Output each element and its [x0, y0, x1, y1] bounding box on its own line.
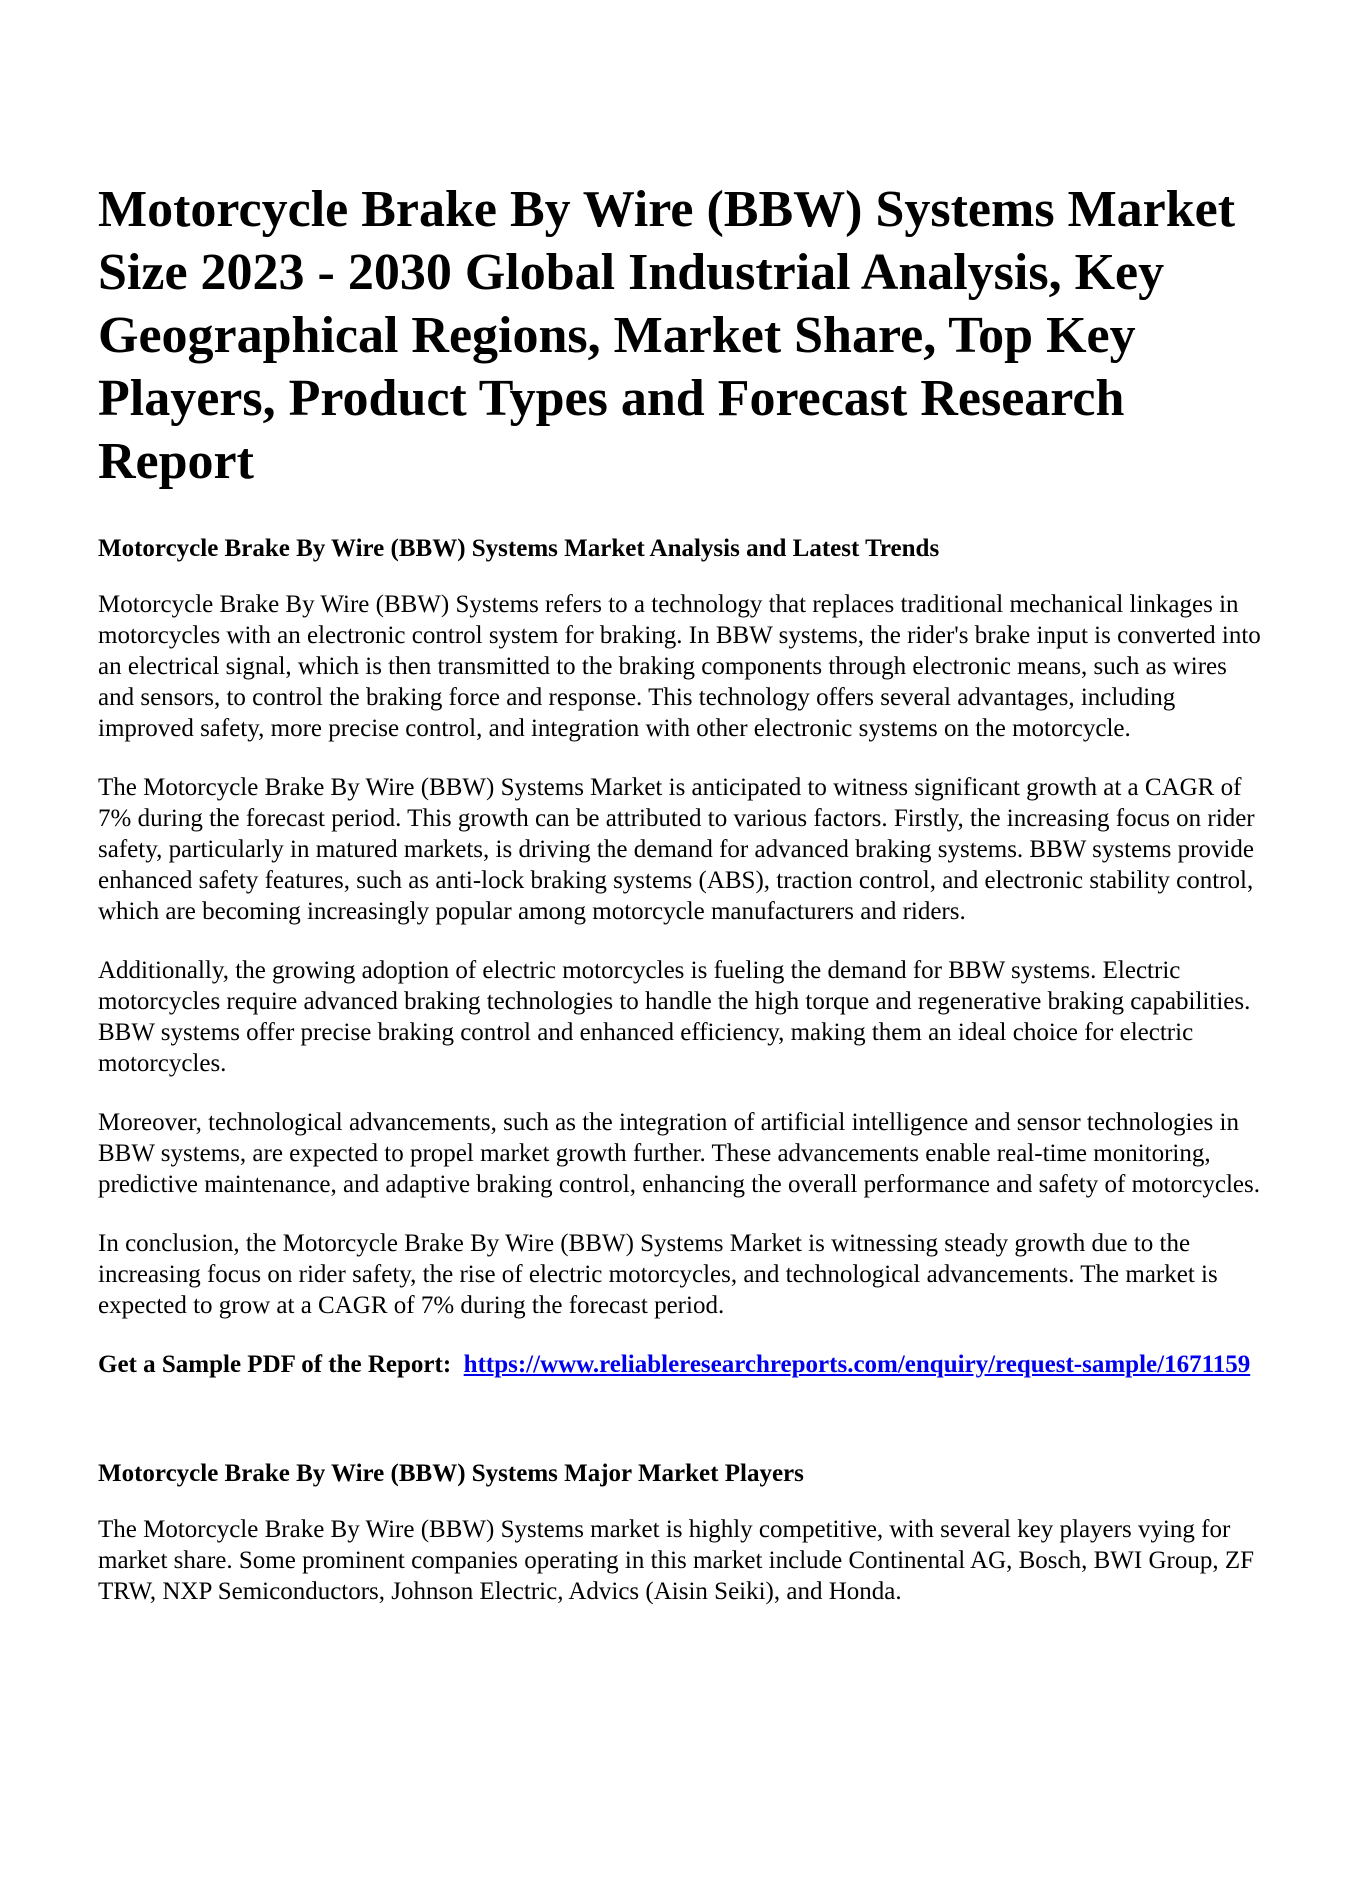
page-title: Motorcycle Brake By Wire (BBW) Systems Market Size 2023 - 2030 Global Industrial Analysis, Key Geographical Regions, Market Share, Top Key Players, Product Types and Forecast Research Report	[98, 181, 1236, 490]
paragraph: Additionally, the growing adoption of electric motorcycles is fueling the demand for BBW systems. Electric motorcycles require advanced braking technologies to handle the high torque and regenerative braking capabilities. BBW systems offer precise braking control and enhanced efficiency, making them an ideal choice for electric motorcycles.	[98, 957, 1251, 1077]
sample-pdf-line	[98, 1349, 1263, 1380]
sample-pdf-link[interactable]: https://www.reliableresearchreports.com/enquiry/request-sample/1671159	[463, 1351, 1251, 1378]
document-page	[98, 178, 1263, 1635]
spacer	[98, 1380, 1263, 1458]
sample-pdf-label: Get a Sample PDF of the Report:	[98, 1351, 452, 1378]
paragraph: The Motorcycle Brake By Wire (BBW) Systems market is highly competitive, with several key players vying for market share. Some prominent companies operating in this market include Continental AG, Bosch, BWI Group, ZF TRW, NXP Semiconductors, Johnson Electric, Advics (Aisin Seiki), and Honda.	[98, 1516, 1255, 1605]
paragraph: Motorcycle Brake By Wire (BBW) Systems refers to a technology that replaces traditional mechanical linkages in motorcycles with an electronic control system for braking. In BBW systems, the rider's brake input is converted into an electrical signal, which is then transmitted to the braking components through electronic means, such as wires and sensors, to control the braking force and response. This technology offers several advantages, including improved safety, more precise control, and integration with other electronic systems on the motorcycle.	[98, 591, 1261, 742]
section-heading-analysis: Motorcycle Brake By Wire (BBW) Systems Market Analysis and Latest Trends	[98, 535, 940, 562]
paragraph: The Motorcycle Brake By Wire (BBW) Systems Market is anticipated to witness significant growth at a CAGR of 7% during the forecast period. This growth can be attributed to various factors. Firstly, the increasing focus on rider safety, particularly in matured markets, is driving the demand for advanced braking systems. BBW systems provide enhanced safety features, such as anti-lock braking systems (ABS), traction control, and electronic stability control, which are becoming increasingly popular among motorcycle manufacturers and riders.	[98, 774, 1255, 925]
paragraph: In conclusion, the Motorcycle Brake By Wire (BBW) Systems Market is witnessing steady growth due to the increasing focus on rider safety, the rise of electric motorcycles, and technological advancements. The market is expected to grow at a CAGR of 7% during the forecast period.	[98, 1230, 1218, 1319]
section-heading-players: Motorcycle Brake By Wire (BBW) Systems Major Market Players	[98, 1460, 804, 1487]
paragraph: Moreover, technological advancements, such as the integration of artificial intelligence and sensor technologies in BBW systems, are expected to propel market growth further. These advancements enable real-time monitoring, predictive maintenance, and adaptive braking control, enhancing the overall performance and safety of motorcycles.	[98, 1109, 1261, 1198]
